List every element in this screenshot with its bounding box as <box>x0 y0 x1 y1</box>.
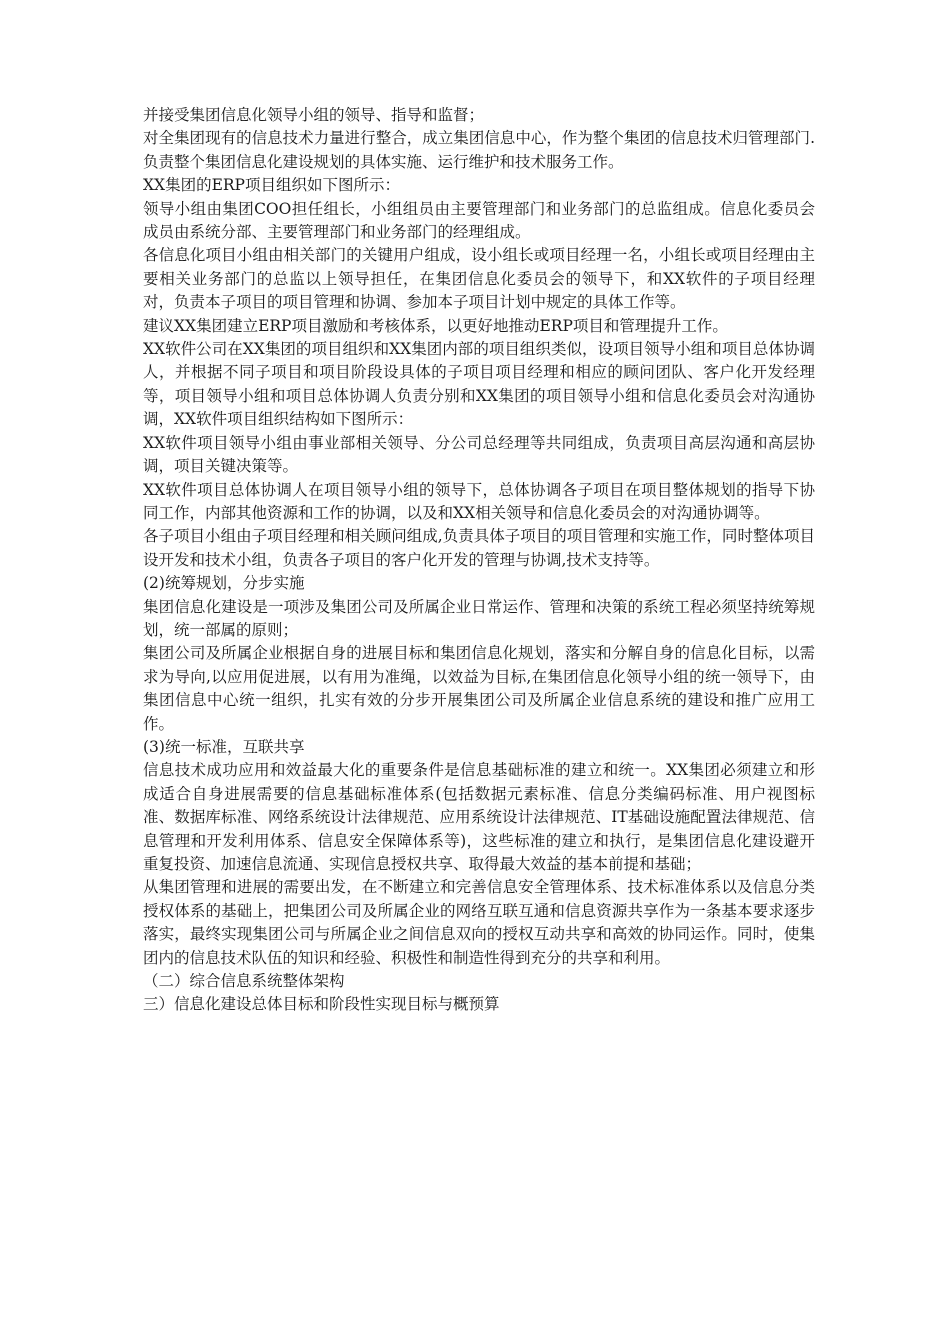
section-heading-3: (3)统一标准，互联共享 <box>143 737 305 756</box>
paragraph-8: XX软件项目领导小组由事业部相关领导、分公司总经理等共同组成，负责项目高层沟通和高层协调，项目关键决策等。 <box>143 433 815 476</box>
paragraph-12: 集团信息化建设是一项涉及集团公司及所属企业日常运作、管理和决策的系统工程必须坚持统筹规划，统一部属的原则； <box>143 597 815 639</box>
paragraph-9: XX软件项目总体协调人在项目领导小组的领导下，总体协调各子项目在项目整体规划的指导下协同工作，内部其他资源和工作的协调，以及和XX相关领导和信息化委员会的对沟通协调等。 <box>143 480 815 522</box>
paragraph-15: 信息技术成功应用和效益最大化的重要条件是信息基础标准的建立和统一。XX集团必须建立和形成适合自身进展需要的信息基础标准体系(包括数据元素标准、信息分类编码标准、用户视图标准、数据库标准、网络系统设计法律规范、应用系统设计法律规范、IT基础设施配置法律规范、信息管理和开发利用体系、信息安全保障体系等)，这些标准的建立和执行，是集团信息化建设避开重复投资、加速信息流通、实现信息授权共享、取得最大效益的基本前提和基础； <box>143 761 815 873</box>
paragraph-16: 从集团管理和进展的需要出发，在不断建立和完善信息安全管理体系、技术标准体系以及信息分类授权体系的基础上，把集团公司及所属企业的网络互联互通和信息资源共享作为一条基本要求逐步落实，最终实现集团公司与所属企业之间信息双向的授权互动共享和高效的协同运作。同时，使集团内的信息技术队伍的知识和经验、积极性和制造性得到充分的共享和利用。 <box>143 878 815 967</box>
paragraph-5: 各信息化项目小组由相关部门的关键用户组成，设小组长或项目经理一名，小组长或项目经理由主要相关业务部门的总监以上领导担任，在集团信息化委员会的领导下，和XX软件的子项目经理对，负责本子项目的项目管理和协调、参加本子项目计划中规定的具体工作等。 <box>143 246 815 312</box>
paragraph-13: 集团公司及所属企业根据自身的进展目标和集团信息化规划，落实和分解自身的信息化目标，以需求为导向,以应用促进展，以有用为准绳，以效益为目标,在集团信息化领导小组的统一领导下，由集团信息中心统一组织，扎实有效的分步开展集团公司及所属企业信息系统的建设和推广应用工作。 <box>143 644 815 733</box>
section-heading-integrated-architecture: （二）综合信息系统整体架构 <box>143 972 345 991</box>
paragraph-7: XX软件公司在XX集团的项目组织和XX集团内部的项目组织类似，设项目领导小组和项目总体协调人，并根据不同子项目和项目阶段设具体的子项目项目经理和相应的顾问团队、客户化开发经理等，项目领导小组和项目总体协调人负责分别和XX集团的项目领导小组和信息化委员会对沟通协调，XX软件项目组织结构如下图所示： <box>143 340 815 429</box>
paragraph-3: XX集团的ERP项目组织如下图所示： <box>143 176 400 195</box>
paragraph-4: 领导小组由集团COO担任组长，小组组员由主要管理部门和业务部门的总监组成。信息化委员会成员由系统分部、主要管理部门和业务部门的经理组成。 <box>143 199 815 242</box>
document-body <box>143 104 815 1017</box>
section-heading-overall-goals: 三）信息化建设总体目标和阶段性实现目标与概预算 <box>143 995 500 1014</box>
paragraph-1: 并接受集团信息化领导小组的领导、指导和监督； <box>143 106 485 124</box>
paragraph-10: 各子项目小组由子项目经理和相关顾问组成,负责具体子项目的项目管理和实施工作，同时整体项目设开发和技术小组，负责各子项目的客户化开发的管理与协调,技术支持等。 <box>143 527 815 569</box>
paragraph-2: 对全集团现有的信息技术力量进行整合，成立集团信息中心，作为整个集团的信息技术归管理部门.负责整个集团信息化建设规划的具体实施、运行维护和技术服务工作。 <box>143 129 815 171</box>
paragraph-6: 建议XX集团建立ERP项目激励和考核体系，以更好地推动ERP项目和管理提升工作。 <box>143 316 728 335</box>
section-heading-2: (2)统筹规划，分步实施 <box>143 574 305 593</box>
